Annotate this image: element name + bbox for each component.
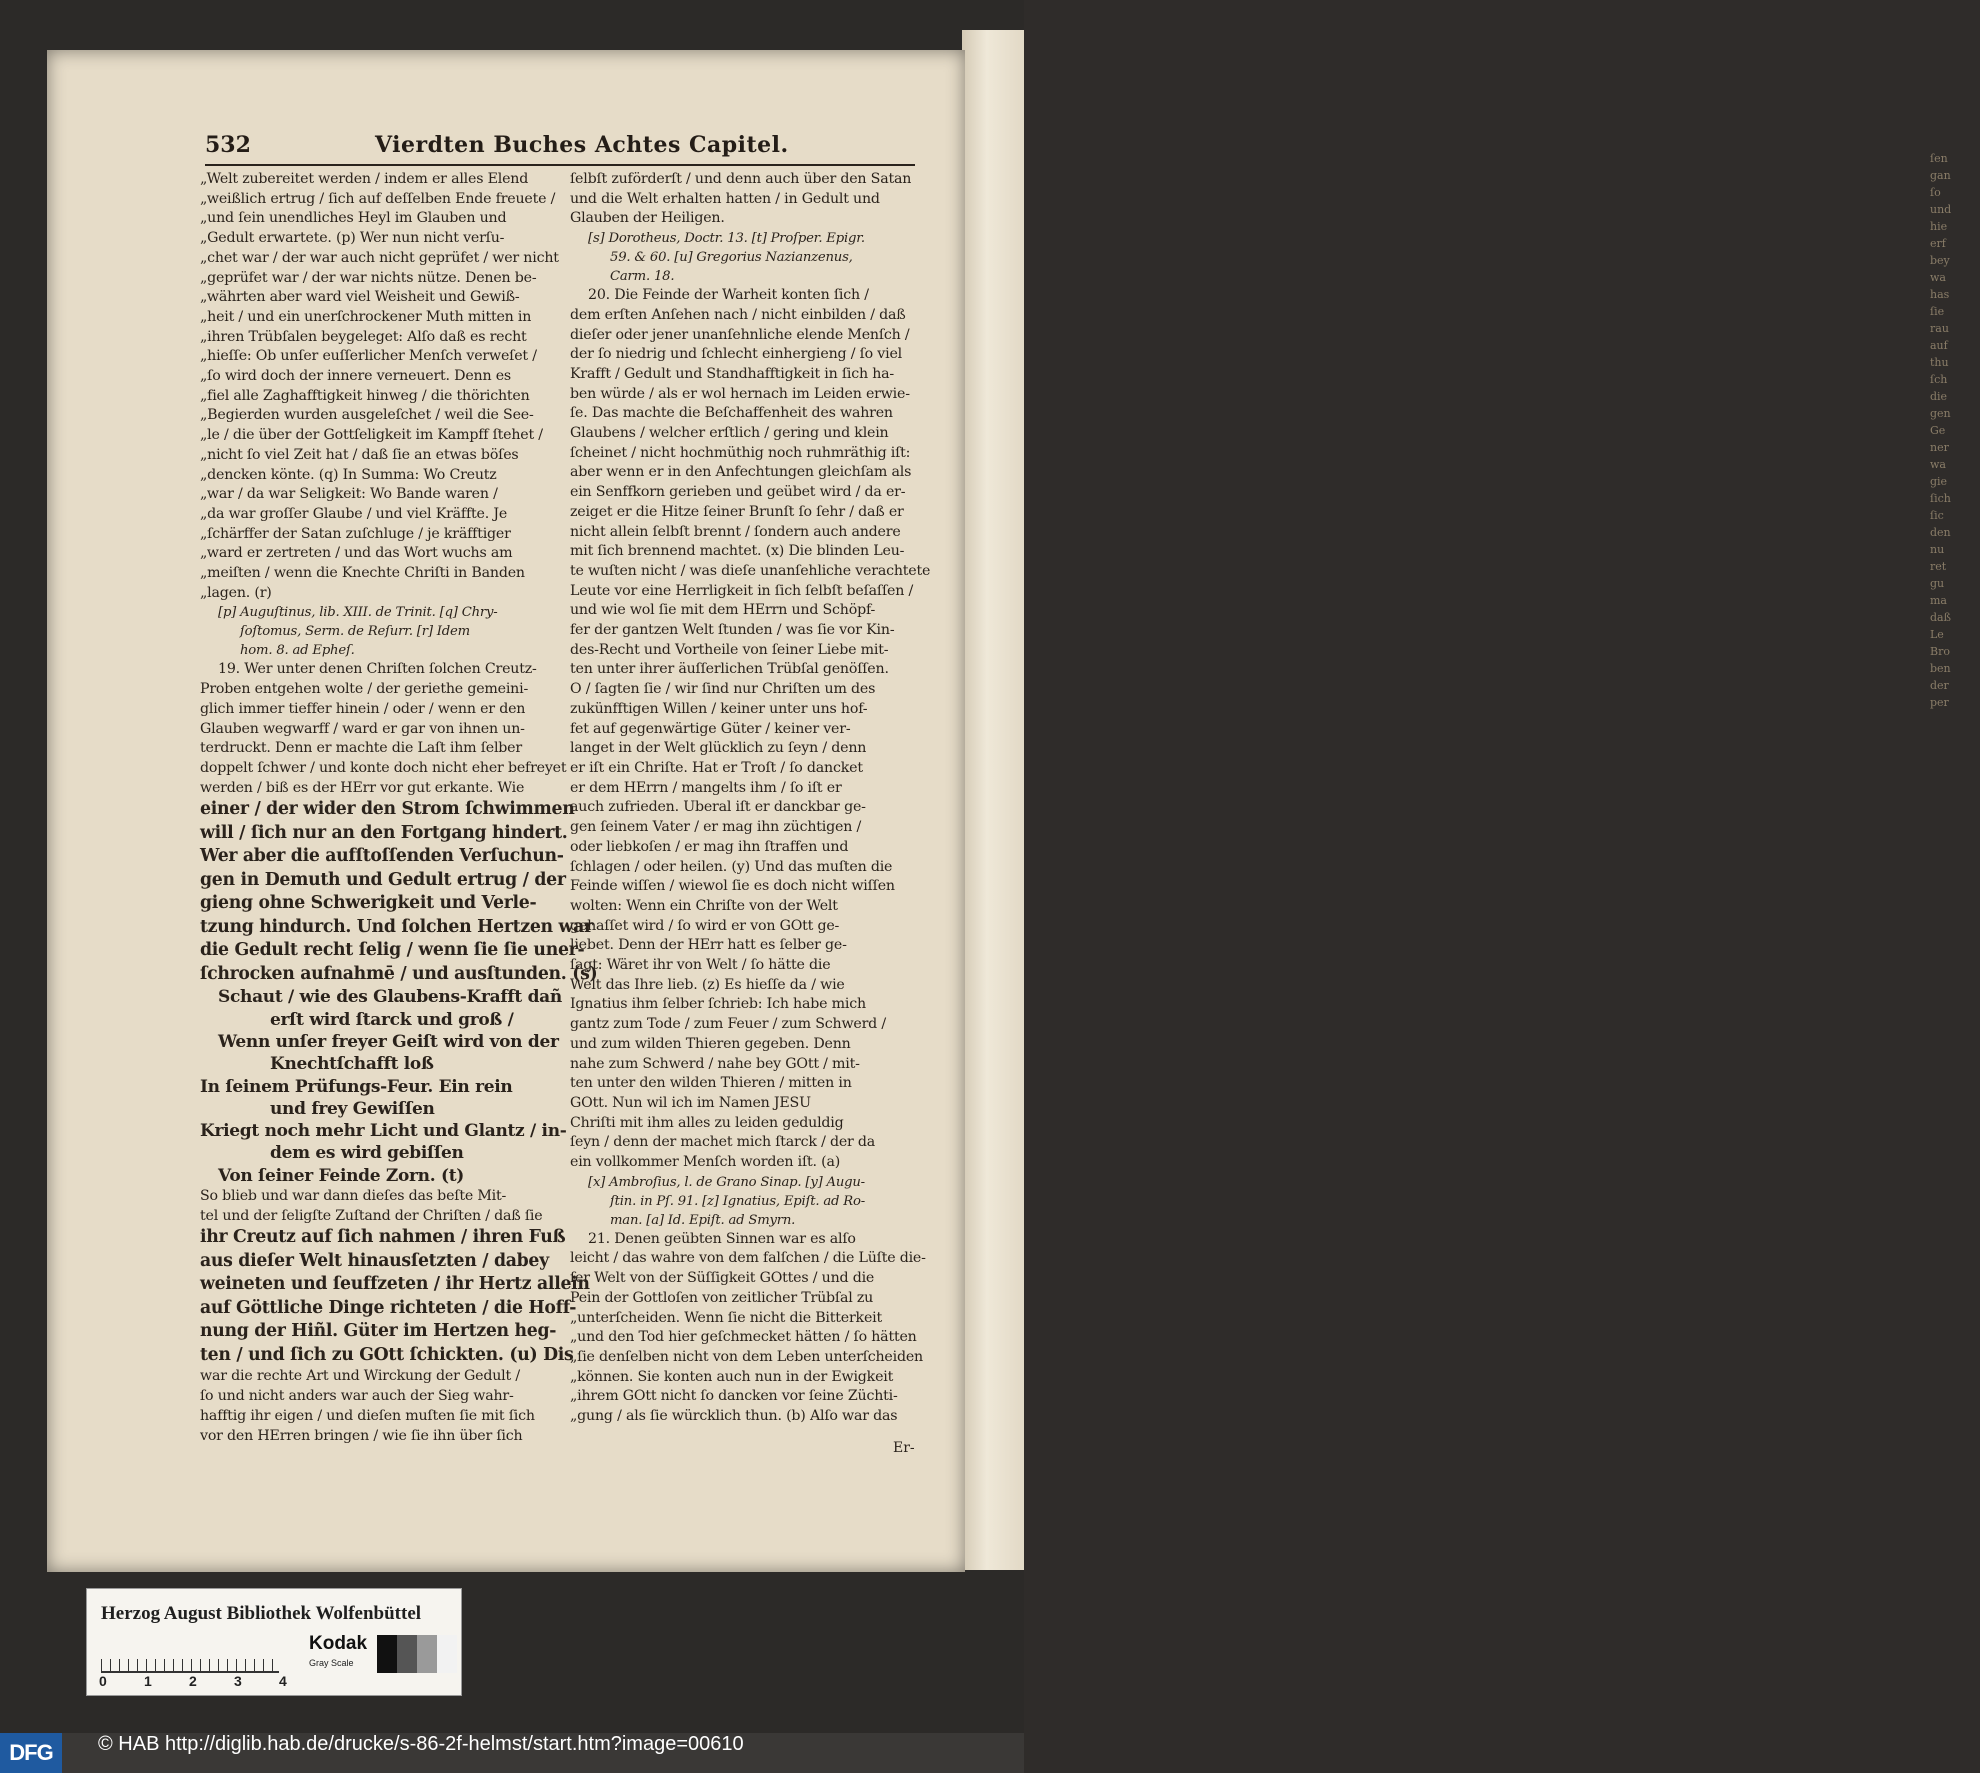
text-line: ſer Welt von der Süſſigkeit GOttes / und die <box>570 1270 875 1287</box>
adjacent-page-edge <box>962 30 1952 1570</box>
text-line: GOtt. Nun wil ich im Namen JESU <box>570 1094 811 1111</box>
text-line: vor den HErren bringen / wie ſie ihn über ſich <box>200 1427 523 1444</box>
text-line: „ſie denſelben nicht von dem Leben unterſcheiden <box>570 1348 923 1365</box>
text-line: gieng ohne Schwerigkeit und Verle- <box>200 893 537 914</box>
catchword: Er- <box>893 1440 915 1456</box>
text-line: 19. Wer unter denen Chriſten ſolchen Creutz- <box>218 661 537 678</box>
text-line: auf Göttliche Dinge richteten / die Hoff- <box>200 1297 577 1318</box>
text-line: „geprüfet war / der war nichts nütze. Denen be- <box>200 269 537 286</box>
text-line: ihr Creutz auf ſich nahmen / ihren Fuß <box>200 1227 566 1248</box>
dfg-logo[interactable]: DFG <box>0 1733 62 1773</box>
text-line: Krafft / Gedult und Standhafftigkeit in ſich ha- <box>570 365 895 382</box>
page-number: 532 <box>205 132 251 158</box>
text-line: te wuſten nicht / was dieſe unanſehliche verachtete <box>570 562 931 579</box>
gray-scale-patches <box>377 1635 457 1673</box>
text-line: ſeyn / denn der machet mich ſtarck / der da <box>570 1134 876 1151</box>
text-line: „unterſcheiden. Wenn ſie nicht die Bitterkeit <box>570 1309 882 1326</box>
text-line: liebet. Denn der HErr hatt es ſelber ge- <box>570 937 847 954</box>
text-line: und die Welt erhalten hatten / in Gedult und <box>570 190 880 207</box>
ruler-number: 2 <box>189 1673 197 1689</box>
text-line: Ignatius ihm ſelber ſchrieb: Ich habe mich <box>570 996 866 1013</box>
text-line: 59. & 60. [u] Gregorius Nazianzenus, <box>610 250 853 266</box>
text-line: „Begierden wurden ausgeleſchet / weil die See- <box>200 407 534 424</box>
text-line: Kriegt noch mehr Licht und Glantz / in- <box>200 1121 567 1142</box>
text-line: erſt wird ſtarck und groß / <box>270 1009 514 1030</box>
text-line: Wer aber die aufſtoſſenden Verſuchun- <box>200 846 564 867</box>
text-line: Knechtſchafft loß <box>270 1054 434 1075</box>
text-line: ſe. Das machte die Beſchaffenheit des wahren <box>570 405 893 422</box>
text-line: Welt das Ihre lieb. (z) Es hieſſe da / wie <box>570 976 845 993</box>
text-line: zukünfftigen Willen / keiner unter uns hof- <box>570 700 868 717</box>
text-line: ſcheinet / nicht hochmüthig noch ruhmräthig iſt: <box>570 444 911 461</box>
ruler-number: 1 <box>144 1673 152 1689</box>
text-line: und zum wilden Thieren gegeben. Denn <box>570 1035 851 1052</box>
text-line: will / ſich nur an den Fortgang hindert. <box>200 822 568 843</box>
ruler-number: 0 <box>99 1673 107 1689</box>
adjacent-page-text: ſen gan ſo und hie erf bey wa has ſie rau auf thu ſch die gen Ge ner wa gie ſich ſic den nu ret gu ma daß Le Bro ben der per <box>1930 152 1952 709</box>
ruler-number: 4 <box>279 1673 287 1689</box>
text-line: „weißlich ertrug / ſich auf deſſelben Ende freuete / <box>200 190 556 207</box>
text-line: ſelbſt zuförderſt / und denn auch über den Satan <box>570 171 912 187</box>
text-line: ten unter den wilden Thieren / mitten in <box>570 1075 852 1092</box>
text-line: gen in Demuth und Gedult ertrug / der <box>200 869 566 890</box>
text-line: Leute vor eine Herrligkeit in ſich ſelbſt beſaſſen / <box>570 582 914 599</box>
text-line: Von ſeiner Feinde Zorn. (t) <box>218 1165 465 1186</box>
text-line: „Welt zubereitet werden / indem er alles Elend <box>200 171 529 187</box>
right-column <box>570 170 931 1427</box>
text-line: [s] Dorotheus, Doctr. 13. [t] Proſper. Epigr. <box>588 231 865 247</box>
text-line: fet auf gegenwärtige Güter / keiner ver- <box>570 720 851 737</box>
text-line: „meiſten / wenn die Knechte Chriſti in Banden <box>200 565 525 582</box>
text-line: „ihrem GOtt nicht ſo dancken vor ſeine Züchti- <box>570 1388 898 1405</box>
text-line: leicht / das wahre von dem falſchen / die Lüſte die- <box>570 1250 926 1267</box>
text-line: langet in der Welt glücklich zu ſeyn / denn <box>570 740 867 757</box>
gray-patch <box>417 1635 437 1673</box>
text-line: zeiget er die Hitze ſeiner Brunſt ſo ſehr / daß er <box>570 503 904 520</box>
text-line: gantz zum Tode / zum Feuer / zum Schwerd / <box>570 1016 886 1033</box>
left-column <box>200 170 598 1446</box>
text-line: „und ſein unendliches Heyl im Glauben und <box>200 210 507 227</box>
scale-ruler <box>101 1641 279 1673</box>
text-line: doppelt ſchwer / und konte doch nicht eher befreyet <box>200 759 567 776</box>
gray-patch <box>437 1635 457 1673</box>
ruler-number: 3 <box>234 1673 242 1689</box>
text-line: „gung / als ſie würcklich thun. (b) Alſo war das <box>570 1408 898 1425</box>
text-line: fer der gantzen Welt ſtunden / was ſie vor Kin- <box>570 622 895 639</box>
text-line: „ſchärffer der Satan zuſchluge / je kräfftiger <box>200 525 511 542</box>
library-color-card <box>86 1588 462 1696</box>
text-line: ſchlagen / oder heilen. (y) Und das muſten die <box>570 858 893 875</box>
text-line: tel und der ſeligſte Zuſtand der Chriſten / daß ſie <box>200 1207 543 1224</box>
text-line: war die rechte Art und Wirckung der Gedult / <box>200 1368 520 1385</box>
text-line: „hieſſe: Ob unſer euſſerlicher Menſch verweſet / <box>200 348 537 365</box>
kodak-logo: Kodak <box>309 1633 368 1654</box>
text-line: und wie wol ſie mit dem HErrn und Schöpf- <box>570 602 876 619</box>
text-line: er iſt ein Chriſte. Hat er Troſt / ſo dancket <box>570 759 863 776</box>
text-line: Schaut / wie des Glaubens-Krafft dañ <box>218 987 562 1008</box>
text-line: aber wenn er in den Anfechtungen gleichſam als <box>570 464 912 481</box>
text-line: „ihren Trübſalen beygeleget: Alſo daß es recht <box>200 328 527 345</box>
text-line: mit ſich brennend machtet. (x) Die blinden Leu- <box>570 543 905 560</box>
text-line: tzung hindurch. Und ſolchen Hertzen war <box>200 916 593 937</box>
text-line: ſo und nicht anders war auch der Sieg wahr- <box>200 1388 514 1405</box>
text-line: dem es wird gebiſſen <box>270 1143 464 1164</box>
text-line: „le / die über der Gottſeligkeit im Kampff ſtehet / <box>200 427 543 444</box>
text-line: er dem HErrn / mangelts ihm / ſo iſt er <box>570 779 842 796</box>
text-line: auch zufrieden. Uberal iſt er danckbar ge- <box>570 799 866 816</box>
text-line: hom. 8. ad Epheſ. <box>240 643 355 659</box>
text-line: terdruckt. Denn er machte die Laſt ihm ſelber <box>200 740 522 757</box>
text-line: „währten aber ward viel Weisheit und Gewiß- <box>200 289 520 306</box>
running-head: Vierdten Buches Achtes Capitel. <box>375 132 789 158</box>
text-line: Chriſti mit ihm alles zu leiden geduldig <box>570 1114 844 1131</box>
text-line: ten unter ihrer äuſſerlichen Trübſal genöſſen. <box>570 661 889 678</box>
text-line: aus dieſer Welt hinausſetzten / dabey <box>200 1250 549 1271</box>
text-line: [p] Auguſtinus, lib. XIII. de Trinit. [q] Chry- <box>218 605 498 621</box>
text-line: nung der Hiñl. Güter im Hertzen heg- <box>200 1321 557 1342</box>
text-line: „heit / und ein unerſchrockener Muth mitten in <box>200 308 532 325</box>
viewer-footer <box>0 1733 1024 1773</box>
text-line: O / ſagten ſie / wir ſind nur Chriſten um des <box>570 681 876 698</box>
text-line: dieſer oder jener unanſehnliche elende Menſch / <box>570 326 910 343</box>
text-line: ein vollkommer Menſch worden iſt. (a) <box>570 1154 841 1171</box>
library-name: Herzog August Bibliothek Wolfenbüttel <box>101 1603 422 1624</box>
text-line: der ſo niedrig und ſchlecht einhergieng / ſo viel <box>570 346 902 363</box>
gray-patch <box>397 1635 417 1673</box>
text-line: In ſeinem Prüfungs-Feur. Ein rein <box>200 1076 513 1097</box>
text-line: Pein der Gottloſen von zeitlicher Trübſal zu <box>570 1289 874 1306</box>
text-line: des-Recht und Vortheile von ſeiner Liebe mit- <box>570 641 889 658</box>
text-line: gen ſeinem Vater / er mag ihn züchtigen / <box>570 819 862 836</box>
text-line: 20. Die Feinde der Warheit konten ſich / <box>588 287 869 304</box>
text-line: weineten und ſeuffzeten / ihr Hertz allein <box>200 1274 590 1295</box>
text-line: „chet war / der war auch nicht geprüfet / wer nicht <box>200 249 559 266</box>
text-line: [x] Ambroſius, l. de Grano Sinap. [y] Augu- <box>588 1174 865 1190</box>
text-line: hafftig ihr eigen / und dieſen muſten ſie mit ſich <box>200 1407 535 1424</box>
text-line: „nicht ſo viel Zeit hat / daß ſie an etwas böſes <box>200 446 519 463</box>
text-line: und frey Gewiſſen <box>270 1098 435 1119</box>
text-line: „ward er zertreten / und das Wort wuchs am <box>200 545 513 562</box>
text-line: oder liebkoſen / er mag ihn ſtraffen und <box>570 838 849 855</box>
text-line: Glauben wegwarff / ward er gar von ihnen un- <box>200 720 525 737</box>
text-line: die Gedult recht ſelig / wenn ſie ſie uner- <box>200 940 585 961</box>
page-header <box>205 132 915 166</box>
text-line: „war / da war Seligkeit: Wo Bande waren / <box>200 486 498 503</box>
text-line: „dencken könte. (q) In Summa: Wo Creutz <box>200 466 497 483</box>
text-line: „Gedult erwartete. (p) Wer nun nicht verſu- <box>200 230 505 247</box>
text-line: „lagen. (r) <box>200 584 272 601</box>
text-line: nahe zum Schwerd / nahe bey GOtt / mit- <box>570 1055 860 1072</box>
copyright-url[interactable]: © HAB http://diglib.hab.de/drucke/s-86-2f-helmst/start.htm?image=00610 <box>98 1733 744 1755</box>
text-line: Glauben der Heiligen. <box>570 210 725 227</box>
text-line: wolten: Wenn ein Chriſte von der Welt <box>570 897 838 914</box>
text-line: dem erſten Anſehen nach / nicht einbilden / daß <box>570 306 906 323</box>
text-line: einer / der wider den Strom ſchwimmen <box>200 799 575 820</box>
text-line: „ſo wird doch der innere verneuert. Denn es <box>200 368 511 385</box>
text-line: werden / biß es der HErr vor gut erkante. Wie <box>200 779 525 796</box>
text-line: glich immer tieffer hinein / oder / wenn er den <box>200 700 526 717</box>
text-line: nicht allein ſelbſt brennt / ſondern auch andere <box>570 523 901 540</box>
text-line: Feinde wiſſen / wiewol ſie es doch nicht wiſſen <box>570 878 895 895</box>
gray-patch <box>377 1635 397 1673</box>
text-line: Proben entgehen wolte / der geriethe gemeini- <box>200 681 529 698</box>
text-line: gehaſſet wird / ſo wird er von GOtt ge- <box>570 917 840 934</box>
text-line: Wenn unſer freyer Geiſt wird von der <box>218 1031 559 1052</box>
text-line: ein Senffkorn gerieben und geübet wird / da er- <box>570 484 906 501</box>
text-line: ben würde / als er wol hernach im Leiden erwie- <box>570 385 910 402</box>
text-line: „und den Tod hier geſchmecket hätten / ſo hätten <box>570 1329 917 1346</box>
text-line: ſoſtomus, Serm. de Reſurr. [r] Idem <box>240 624 470 640</box>
text-line: „fiel alle Zaghafftigkeit hinweg / die thörichten <box>200 387 530 404</box>
text-line: „können. Sie konten auch nun in der Ewigkeit <box>570 1368 894 1385</box>
text-line: ſagt: Wäret ihr von Welt / ſo hätte die <box>570 957 831 974</box>
text-line: ten / und ſich zu GOtt ſchickten. (u) Dis <box>200 1344 574 1365</box>
text-line: 21. Denen geübten Sinnen war es alſo <box>588 1230 856 1247</box>
text-line: ſtin. in Pſ. 91. [z] Ignatius, Epiſt. ad Ro- <box>610 1193 865 1209</box>
text-line: ſchrocken aufnahmē / und ausſtunden. (s) <box>200 963 598 984</box>
text-line: So blieb und war dann dieſes das beſte Mit- <box>200 1188 507 1205</box>
text-line: Glaubens / welcher erſtlich / gering und klein <box>570 425 889 442</box>
text-line: man. [a] Id. Epiſt. ad Smyrn. <box>610 1212 796 1228</box>
text-line: „da war groſſer Glaube / und viel Kräffte. Je <box>200 505 508 522</box>
text-line: Carm. 18. <box>610 269 675 285</box>
gray-scale-label: Gray Scale <box>309 1658 354 1668</box>
